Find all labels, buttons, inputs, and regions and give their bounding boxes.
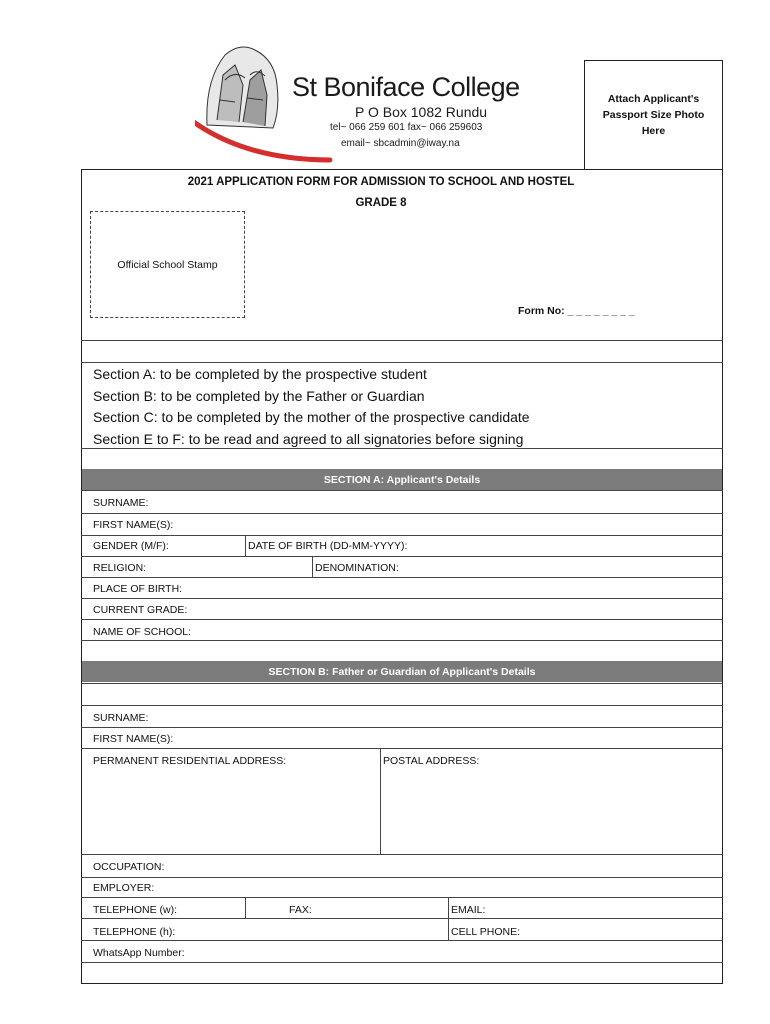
b-first-names-label[interactable]: FIRST NAME(S):: [93, 733, 174, 745]
section-b-heading: SECTION B: Father or Guardian of Applicant's Details: [82, 661, 722, 682]
instruction-line: Section E to F: to be read and agreed to all signatories before signing: [93, 430, 524, 447]
school-email: email~ sbcadmin@iway.na: [341, 138, 460, 149]
school-tel-fax: tel~ 066 259 601 fax~ 066 259603: [330, 122, 483, 133]
col-line: [312, 556, 313, 577]
school-name: St Boniface College: [292, 72, 520, 102]
b-email-label[interactable]: EMAIL:: [451, 904, 486, 916]
row-line: [81, 640, 723, 641]
row-line: [81, 854, 723, 855]
row-line: [81, 619, 723, 620]
divider: [81, 340, 723, 341]
section-a-heading: SECTION A: Applicant's Details: [82, 469, 722, 490]
school-po-box: P O Box 1082 Rundu: [355, 104, 488, 120]
form-grade: GRADE 8: [355, 197, 407, 209]
b-tel-w-label[interactable]: TELEPHONE (w):: [93, 904, 178, 916]
b-occupation-label[interactable]: OCCUPATION:: [93, 861, 165, 873]
row-line: [81, 918, 723, 919]
b-cell-label[interactable]: CELL PHONE:: [451, 926, 521, 938]
row-line: [81, 962, 723, 963]
form-title: 2021 APPLICATION FORM FOR ADMISSION TO SCHOOL AND HOSTEL: [187, 176, 575, 188]
a-school-name-label[interactable]: NAME OF SCHOOL:: [93, 626, 192, 638]
instruction-line: Section C: to be completed by the mother of the prospective candidate: [93, 409, 530, 425]
row-line: [81, 877, 723, 878]
col-line: [380, 748, 381, 854]
official-stamp-box: [90, 211, 245, 318]
divider: [81, 362, 723, 363]
row-line: [81, 940, 723, 941]
a-denomination-label[interactable]: DENOMINATION:: [315, 562, 399, 574]
b-surname-label[interactable]: SURNAME:: [93, 712, 149, 724]
row-line: [81, 598, 723, 599]
photo-box-label: Attach Applicant's Passport Size Photo Here: [602, 93, 705, 137]
col-line: [245, 897, 246, 918]
row-line: [81, 535, 723, 536]
divider: [81, 490, 723, 491]
row-line: [81, 897, 723, 898]
a-dob-label[interactable]: DATE OF BIRTH (DD-MM-YYYY):: [248, 540, 408, 552]
b-tel-h-label[interactable]: TELEPHONE (h):: [93, 926, 176, 938]
b-residential-label[interactable]: PERMANENT RESIDENTIAL ADDRESS:: [93, 755, 287, 767]
instruction-line: Section B: to be completed by the Father or Guardian: [93, 387, 425, 404]
a-place-of-birth-label[interactable]: PLACE OF BIRTH:: [93, 583, 183, 595]
a-religion-label[interactable]: RELIGION:: [93, 562, 147, 574]
instructions: [93, 364, 530, 450]
stamp-label: Official School Stamp: [117, 258, 218, 271]
a-surname-label[interactable]: SURNAME:: [93, 497, 149, 509]
form-number[interactable]: Form No: _ _ _ _ _ _ _ _: [518, 305, 635, 317]
a-gender-label[interactable]: GENDER (M/F):: [93, 540, 169, 552]
row-line: [81, 727, 723, 728]
b-fax-label[interactable]: FAX:: [289, 904, 312, 916]
b-employer-label[interactable]: EMPLOYER:: [93, 882, 155, 894]
passport-photo-box[interactable]: [584, 60, 723, 170]
row-line: [81, 556, 723, 557]
b-postal-label[interactable]: POSTAL ADDRESS:: [383, 755, 480, 767]
a-current-grade-label[interactable]: CURRENT GRADE:: [93, 604, 188, 616]
row-line: [81, 513, 723, 514]
row-line: [81, 748, 723, 749]
col-line: [245, 535, 246, 556]
divider: [81, 448, 723, 449]
instruction-line: Section A: to be completed by the prospective student: [93, 366, 427, 382]
a-first-names-label[interactable]: FIRST NAME(S):: [93, 519, 174, 531]
b-whatsapp-label[interactable]: WhatsApp Number:: [93, 947, 185, 959]
row-line: [81, 683, 723, 684]
row-line: [81, 577, 723, 578]
row-line: [81, 705, 723, 706]
